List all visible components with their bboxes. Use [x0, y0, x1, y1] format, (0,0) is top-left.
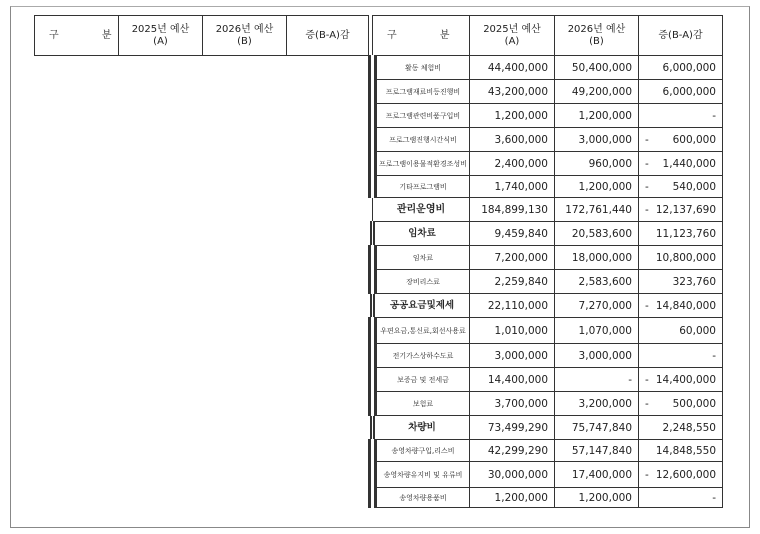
- value-2025: 3,000,000: [470, 344, 555, 368]
- value-2026: 49,200,000: [555, 80, 639, 104]
- value-2026: 172,761,440: [555, 198, 639, 222]
- diff-amount: 10,800,000: [655, 251, 716, 264]
- value-diff: [639, 392, 723, 416]
- left-budget-table-header: [34, 15, 369, 56]
- value-2025: 30,000,000: [470, 462, 555, 488]
- diff-wrap: [645, 110, 716, 122]
- table-row: [373, 176, 723, 198]
- row-label: 송영차량구입,리스비: [373, 440, 470, 462]
- header-2025-sub: (A): [153, 35, 168, 47]
- value-2025: 73,499,290: [470, 416, 555, 440]
- diff-wrap: [645, 181, 716, 193]
- table-row: [373, 56, 723, 80]
- value-2026: 18,000,000: [555, 246, 639, 270]
- value-diff: [639, 80, 723, 104]
- diff-wrap: [645, 134, 716, 146]
- diff-amount: 14,848,550: [655, 444, 716, 457]
- table-row: [373, 198, 723, 222]
- row-label: 보증금 및 전세금: [373, 368, 470, 392]
- diff-sign: -: [645, 299, 649, 312]
- header-category: 구 분: [35, 16, 119, 56]
- table-row: [373, 344, 723, 368]
- table-row: [373, 368, 723, 392]
- value-diff: [639, 176, 723, 198]
- row-label: 장비리스료: [373, 270, 470, 294]
- row-label: 기타프로그램비: [373, 176, 470, 198]
- row-label: 보험료: [373, 392, 470, 416]
- value-2025: 44,400,000: [470, 56, 555, 80]
- value-2026: 3,000,000: [555, 128, 639, 152]
- diff-amount: 11,123,760: [655, 227, 716, 240]
- value-2026: 75,747,840: [555, 416, 639, 440]
- value-2025: 7,200,000: [470, 246, 555, 270]
- diff-wrap: [645, 374, 716, 386]
- diff-amount: 12,600,000: [655, 468, 716, 481]
- table-row: [373, 318, 723, 344]
- diff-amount: -: [712, 349, 716, 362]
- value-diff: [639, 152, 723, 176]
- value-2026: 20,583,600: [555, 222, 639, 246]
- diff-amount: 60,000: [679, 324, 716, 337]
- header-diff: 증(B-A)감: [287, 16, 369, 56]
- diff-sign: -: [645, 133, 649, 146]
- table-row: [373, 416, 723, 440]
- value-diff: [639, 294, 723, 318]
- value-diff: [639, 222, 723, 246]
- value-2025: 2,400,000: [470, 152, 555, 176]
- value-2026: 1,200,000: [555, 488, 639, 508]
- diff-sign: -: [645, 468, 649, 481]
- table-row: [373, 222, 723, 246]
- diff-wrap: [645, 398, 716, 410]
- value-2026: 3,000,000: [555, 344, 639, 368]
- row-label: 공공요금및제세: [373, 294, 470, 318]
- value-2026: 1,070,000: [555, 318, 639, 344]
- header-2026-sub: (B): [589, 35, 604, 47]
- table-row: [373, 246, 723, 270]
- table-row: [373, 294, 723, 318]
- value-2025: 2,259,840: [470, 270, 555, 294]
- row-label: 관리운영비: [373, 198, 470, 222]
- value-2025: 14,400,000: [470, 368, 555, 392]
- value-diff: [639, 56, 723, 80]
- row-label: 송영차량용품비: [373, 488, 470, 508]
- row-label: 전기가스상하수도료: [373, 344, 470, 368]
- value-2025: 184,899,130: [470, 198, 555, 222]
- diff-wrap: [645, 445, 716, 457]
- header-2026: [555, 16, 639, 56]
- diff-wrap: [645, 86, 716, 98]
- diff-sign: -: [645, 203, 649, 216]
- header-2026-sub: (B): [237, 35, 252, 47]
- diff-sign: -: [645, 157, 649, 170]
- value-2025: 3,600,000: [470, 128, 555, 152]
- diff-amount: 14,400,000: [655, 373, 716, 386]
- header-diff: 증(B-A)감: [639, 16, 723, 56]
- diff-amount: 540,000: [672, 180, 716, 193]
- diff-amount: 12,137,690: [655, 203, 716, 216]
- value-2026: 2,583,600: [555, 270, 639, 294]
- table-row: [373, 392, 723, 416]
- header-2026-label: 2026년 예산: [215, 23, 274, 35]
- diff-amount: 600,000: [672, 133, 716, 146]
- value-2026: 7,270,000: [555, 294, 639, 318]
- header-2025: [119, 16, 203, 56]
- value-2026: 1,200,000: [555, 104, 639, 128]
- value-diff: [639, 270, 723, 294]
- diff-wrap: [645, 350, 716, 362]
- diff-wrap: [645, 158, 716, 170]
- row-label: 임차료: [373, 222, 470, 246]
- table-row: [373, 488, 723, 508]
- value-2025: 1,200,000: [470, 488, 555, 508]
- header-row: [373, 16, 723, 56]
- row-label: 프로그램관련비품구입비: [373, 104, 470, 128]
- diff-wrap: [645, 325, 716, 337]
- value-2025: 1,200,000: [470, 104, 555, 128]
- diff-wrap: [645, 228, 716, 240]
- table-row: [373, 270, 723, 294]
- value-diff: [639, 318, 723, 344]
- value-2025: 43,200,000: [470, 80, 555, 104]
- value-2026: 17,400,000: [555, 462, 639, 488]
- diff-wrap: [645, 276, 716, 288]
- value-diff: [639, 128, 723, 152]
- row-label: 임차료: [373, 246, 470, 270]
- value-2026: 3,200,000: [555, 392, 639, 416]
- diff-wrap: [645, 252, 716, 264]
- value-diff: [639, 344, 723, 368]
- diff-amount: 1,440,000: [662, 157, 716, 170]
- header-2025-label: 2025년 예산: [483, 23, 541, 35]
- table-row: [373, 440, 723, 462]
- value-2025: 42,299,290: [470, 440, 555, 462]
- row-label: 차량비: [373, 416, 470, 440]
- diff-sign: -: [645, 180, 649, 193]
- row-label: 송영차량유지비 및 유류비: [373, 462, 470, 488]
- value-diff: [639, 246, 723, 270]
- value-diff: [639, 104, 723, 128]
- header-2025-label: 2025년 예산: [131, 23, 190, 35]
- header-row: [35, 16, 369, 56]
- value-diff: [639, 368, 723, 392]
- row-label: 프로그램재료비등진행비: [373, 80, 470, 104]
- diff-amount: 6,000,000: [662, 61, 716, 74]
- diff-wrap: [645, 422, 716, 434]
- diff-sign: -: [645, 373, 649, 386]
- diff-wrap: [645, 469, 716, 481]
- value-2025: 22,110,000: [470, 294, 555, 318]
- value-2026: 50,400,000: [555, 56, 639, 80]
- table-row: [373, 104, 723, 128]
- diff-amount: -: [712, 109, 716, 122]
- diff-amount: 500,000: [672, 397, 716, 410]
- right-budget-table: [368, 15, 723, 508]
- header-2026: [203, 16, 287, 56]
- value-2026: -: [555, 368, 639, 392]
- value-2025: 1,010,000: [470, 318, 555, 344]
- header-category: 구 분: [373, 16, 470, 56]
- diff-amount: 2,248,550: [662, 421, 716, 434]
- value-2026: 960,000: [555, 152, 639, 176]
- value-diff: [639, 440, 723, 462]
- row-label: 우편요금,통신료,회선사용료: [373, 318, 470, 344]
- value-diff: [639, 416, 723, 440]
- row-label: 활동 체험비: [373, 56, 470, 80]
- table-row: [373, 80, 723, 104]
- row-label: 프로그램진행시간식비: [373, 128, 470, 152]
- value-2025: 9,459,840: [470, 222, 555, 246]
- table-row: [373, 128, 723, 152]
- diff-amount: -: [712, 491, 716, 504]
- value-2026: 57,147,840: [555, 440, 639, 462]
- header-2026-label: 2026년 예산: [567, 23, 626, 35]
- diff-amount: 14,840,000: [655, 299, 716, 312]
- value-diff: [639, 462, 723, 488]
- diff-wrap: [645, 492, 716, 504]
- header-2025-sub: (A): [504, 35, 520, 47]
- value-diff: [639, 198, 723, 222]
- value-2025: 1,740,000: [470, 176, 555, 198]
- value-2025: 3,700,000: [470, 392, 555, 416]
- value-diff: [639, 488, 723, 508]
- value-2026: 1,200,000: [555, 176, 639, 198]
- diff-amount: 6,000,000: [662, 85, 716, 98]
- row-label: 프로그램이용물적환경조성비: [373, 152, 470, 176]
- diff-wrap: [645, 300, 716, 312]
- diff-amount: 323,760: [672, 275, 716, 288]
- table-row: [373, 152, 723, 176]
- diff-sign: -: [645, 397, 649, 410]
- diff-wrap: [645, 62, 716, 74]
- header-2025: [470, 16, 555, 56]
- diff-wrap: [645, 204, 716, 216]
- table-row: [373, 462, 723, 488]
